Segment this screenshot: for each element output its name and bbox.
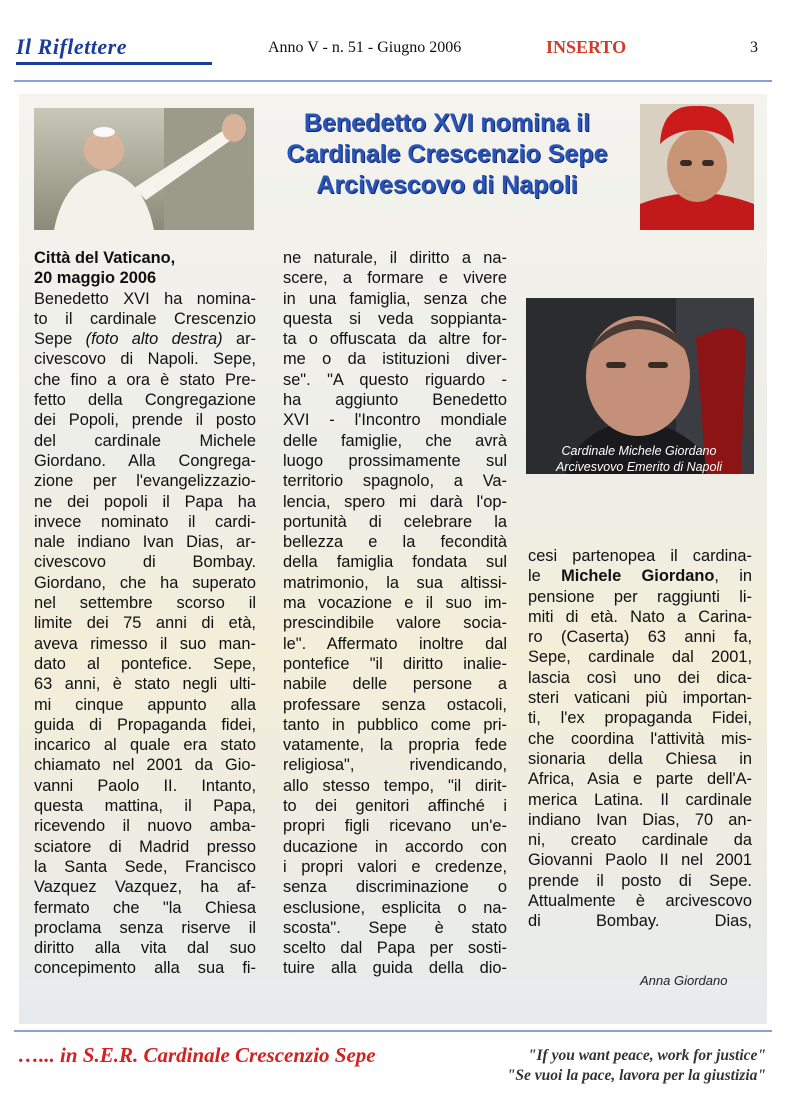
highlighted-name: Michele Giordano [561, 567, 715, 586]
page-header [0, 0, 786, 86]
text-line: luogo prossimamente sul [283, 451, 507, 470]
pope-photo [34, 108, 254, 230]
text-line: in una famiglia, senza che [283, 289, 507, 308]
text-line: tanto in pubblico come pri- [283, 715, 507, 734]
text-line: che coordina l'attività mis- [528, 729, 752, 748]
photo-reference: (foto alto destra) [85, 330, 223, 349]
text-line: questa mattina, il Papa, [34, 797, 256, 816]
text-line: nale indiano Ivan Dias, ar- [34, 533, 256, 552]
text-line: ducazione in accordo con [283, 837, 507, 856]
section-label: INSERTO [546, 37, 627, 57]
text-line: Attualmente è arcivescovo [528, 892, 752, 911]
text-line: se". "A questo riguardo - [283, 370, 507, 389]
text-line: merica Latina. Il cardinale [528, 790, 752, 809]
header-rule [14, 80, 772, 82]
quote-english: "If you want peace, work for justice" [527, 1047, 766, 1064]
text-line: la Santa Sede, Francisco [34, 857, 256, 876]
text-line: tuire alla guida della dio- [283, 959, 507, 978]
headline-line: Cardinale Crescenzio Sepe [286, 140, 608, 168]
article-column-3 [528, 546, 752, 932]
text-line: Giovanni Paolo II nel 2001 [528, 851, 752, 870]
sepe-photo [640, 104, 754, 230]
text-line: civescovo di Napoli. Sepe, [34, 350, 256, 369]
text-line: di Bombay. Dias, [528, 912, 752, 931]
text-line: territorio spagnolo, a Va- [283, 472, 507, 491]
text-line: Benedetto XVI ha nomina- [34, 289, 256, 308]
text-line: senza discriminazione o [283, 878, 507, 897]
text-line: i propri valori e credenze, [283, 857, 507, 876]
text-line: fetto della Congregazione [34, 391, 256, 410]
text-line: sciatore di Madrid presso [34, 837, 256, 856]
text-line: ro (Caserta) 63 anni fa, [528, 628, 752, 647]
dateline: 20 maggio 2006 [34, 269, 157, 288]
text-line: ricevendo il nuovo amba- [34, 817, 256, 836]
text-line: to il cardinale Crescenzio [34, 309, 256, 328]
text-line: Giordano, che ha superato [34, 573, 256, 592]
text-line: scere, a formare e vivere [283, 269, 507, 288]
text-line: ne dei popoli il Papa ha [34, 492, 256, 511]
text-line: del cardinale Michele [34, 431, 256, 450]
text-line: sionaria della Chiesa in [528, 749, 752, 768]
footer-dedication: …... in S.E.R. Cardinale Crescenzio Sepe [18, 1043, 376, 1067]
page-number: 3 [750, 39, 758, 56]
article-column-2 [283, 248, 507, 979]
text-line: fermato che "la Chiesa [34, 898, 256, 917]
text-line: proclama senza riserve il [34, 918, 256, 937]
text-line: ne naturale, il diritto a na- [283, 249, 507, 267]
quote-italian: "Se vuoi la pace, lavora per la giustizia" [506, 1067, 766, 1084]
text-line: Giordano. Alla Congrega- [34, 451, 256, 470]
text-line: scelto dal Papa per sosti- [283, 939, 507, 958]
text-line: pontefice "il diritto inalie- [283, 654, 507, 673]
caption-line: Arcivesvovo Emerito di Napoli [555, 460, 723, 474]
article-headline [252, 108, 642, 201]
text-line: propri figli ricevano un'e- [283, 817, 507, 836]
text-line: nabile delle persone a [283, 675, 507, 694]
text-line: dato al pontefice. Sepe, [34, 654, 256, 673]
text-line: miti di età. Nato a Carina- [528, 607, 752, 626]
logo-underline [16, 62, 212, 65]
text-line: Sepe, cardinale dal 2001, [528, 648, 752, 667]
text-line: invece nominato il cardi- [34, 512, 256, 531]
photo-caption [528, 443, 750, 475]
text-line: della famiglia fondata sul [283, 553, 507, 572]
text-line: lencia, spero mi darà l'op- [283, 492, 507, 511]
dateline: Città del Vaticano, [34, 249, 176, 267]
footer-rule [14, 1030, 772, 1032]
masthead-logo: Il Riflettere [16, 34, 127, 59]
text-line: religiosa", rivendicando, [283, 756, 507, 775]
text-line: ni, creato cardinale da [528, 831, 752, 850]
text-line: portunità di celebrare la [283, 512, 507, 531]
text-line: prescindibile valore socia- [283, 614, 507, 633]
text-line: delle famiglie, che avrà [283, 431, 507, 450]
text-line: incarico al quale era stato [34, 736, 256, 755]
text-line: zione per l'evangelizzazio- [34, 472, 256, 491]
text-line: allo stesso tempo, "il dirit- [283, 776, 507, 795]
text-line: steri vaticani più importan- [528, 689, 752, 708]
issue-info: Anno V - n. 51 - Giugno 2006 [268, 39, 462, 56]
text-line: esclusione, esplicita o na- [283, 898, 507, 917]
author-signature: Anna Giordano [640, 973, 728, 988]
text-line: questa si veda soppianta- [283, 309, 507, 328]
text-line: bellezza e la fecondità [283, 533, 507, 552]
text-line: matrimonio, la sua altissi- [283, 573, 507, 592]
text-line: guida di Propaganda fidei, [34, 715, 256, 734]
text-line: chiamato nel 2001 da Gio- [34, 756, 256, 775]
text-line: 63 anni, è stato negli ulti- [34, 675, 256, 694]
footer-quotes [448, 1046, 766, 1086]
text-line: le". Affermato inoltre dal [283, 634, 507, 653]
text-line: Africa, Asia e parte dell'A- [528, 770, 752, 789]
text-line: pensione per raggiunti li- [528, 587, 752, 606]
text-line: ta o offuscata da altre for- [283, 330, 507, 349]
text-line: ha aggiunto Benedetto [283, 391, 507, 410]
text-line: limite dei 75 anni di età, [34, 614, 256, 633]
caption-line: Cardinale Michele Giordano [561, 444, 717, 458]
text-line: indiano Ivan Dias, 70 an- [528, 810, 752, 829]
text-line: civescovo di Bombay. [34, 553, 256, 572]
text-line: concepimento alla sua fi- [34, 959, 256, 978]
text-line: Sepe (foto alto destra) ar- [34, 330, 256, 349]
text-line: to dei genitori affinché i [283, 797, 507, 816]
text-line: professare senza ostacoli, [283, 695, 507, 714]
text-line: ti, l'ex propaganda Fidei, [528, 709, 752, 728]
headline-line: Benedetto XVI nomina il [303, 109, 591, 137]
text-line: aveva rimesso il suo man- [34, 634, 256, 653]
text-line: me o da istituzioni diver- [283, 350, 507, 369]
text-line: prende il posto di Sepe. [528, 871, 752, 890]
text-line: che fino a ora è stato Pre- [34, 370, 256, 389]
text-line: scosta". Sepe è stato [283, 918, 507, 937]
text-line: dei Popoli, prende il posto [34, 411, 256, 430]
text-line: lascia così uno dei dica- [528, 668, 752, 687]
text-line: Vazquez Vazquez, ha af- [34, 878, 256, 897]
text-line: vatamente, la propria fede [283, 736, 507, 755]
text-line: ma vocazione e il suo im- [283, 594, 507, 613]
headline-line: Arcivescovo di Napoli [316, 171, 578, 199]
text-line: vanni Paolo II. Intanto, [34, 776, 256, 795]
text-line: diritto alla vita dal suo [34, 939, 256, 958]
text-line: le Michele Giordano, in [528, 567, 752, 586]
text-line: nel settembre scorso il [34, 594, 256, 613]
text-line: cesi partenopea il cardina- [528, 547, 752, 565]
text-line: mi cinque appunto alla [34, 695, 256, 714]
text-line: XVI - l'Incontro mondiale [283, 411, 507, 430]
article-column-1 [34, 248, 256, 979]
column-1-text [34, 289, 256, 979]
